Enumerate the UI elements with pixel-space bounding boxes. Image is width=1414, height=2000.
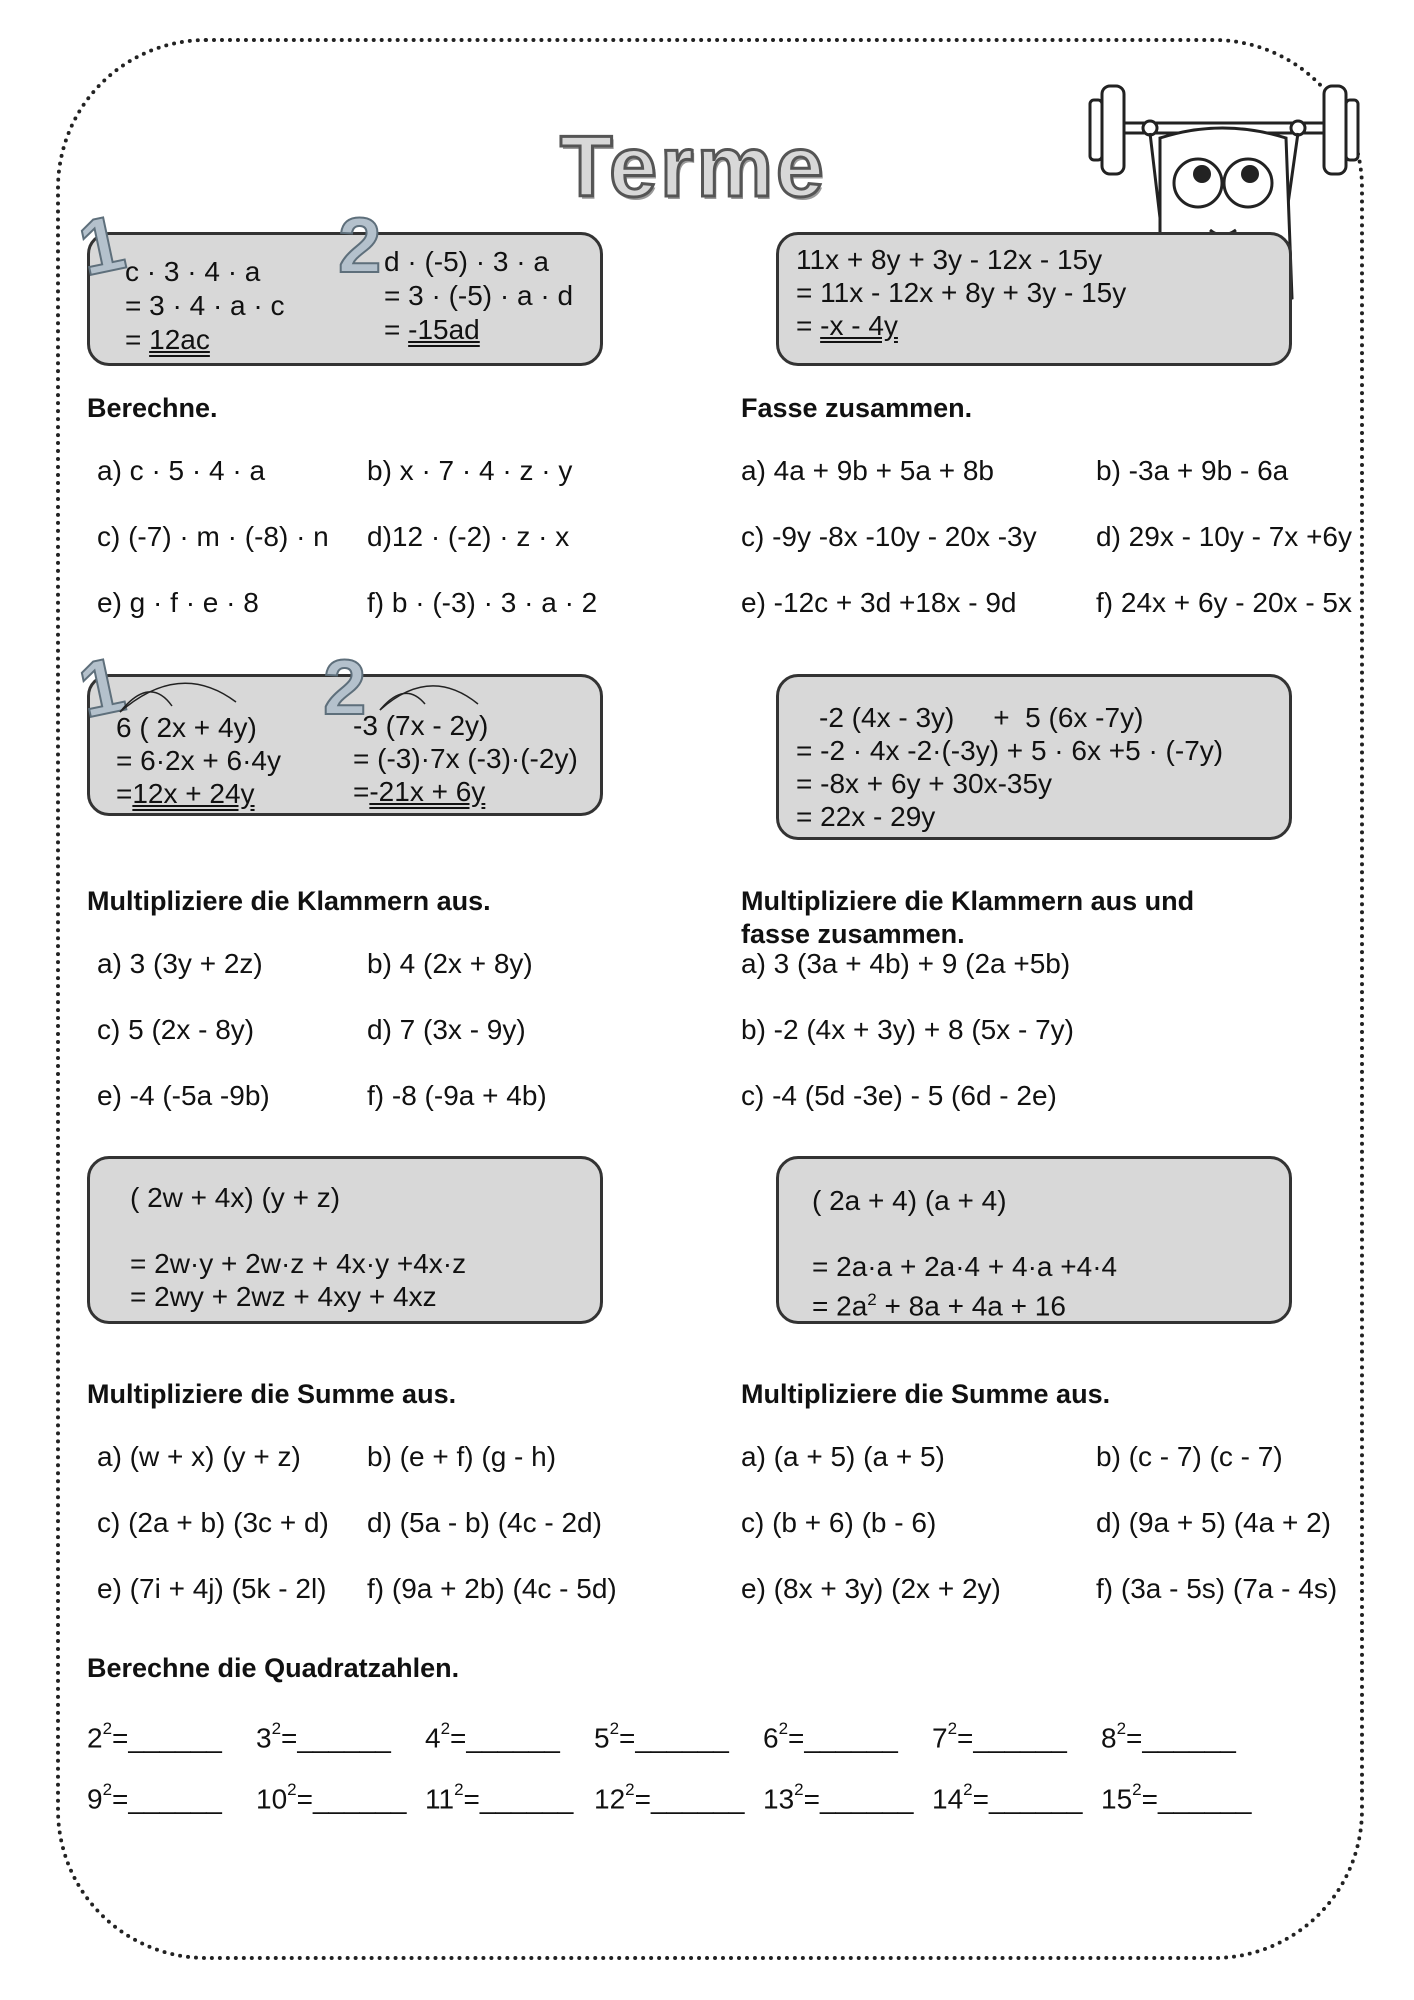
exercise-item: f) b · (-3) · 3 · a · 2 [367,587,598,618]
answer-blank[interactable]: =______ [450,1722,560,1754]
example-line: = -8x + 6y + 30x-35y [796,768,1053,799]
heading-klammern-zusammenfassen-line2: fasse zusammen. [741,919,965,949]
example-line: ( 2w + 4x) (y + z) [130,1182,341,1213]
answer-blank[interactable]: =______ [619,1722,729,1754]
square-fill-in: $9^2=\_\_\_\_\_\_$ [87,1780,222,1815]
square-fill-in: $15^2=\_\_\_\_\_\_$ [1101,1780,1252,1815]
square-fill-in: $7^2=\_\_\_\_\_\_$ [932,1719,1067,1754]
example-box-expand-combine [776,674,1292,840]
square-fill-in: $2^2=\_\_\_\_\_\_$ [87,1719,222,1754]
exercise-item: c) -9y -8x -10y - 20x -3y [741,521,1037,552]
exercise-item: b) (c - 7) (c - 7) [1096,1441,1283,1472]
exercise-item: c) (-7) · m · (-8) · n [97,521,329,552]
square-fill-in: $5^2=\_\_\_\_\_\_$ [594,1719,729,1754]
example-line: 6 ( 2x + 4y) [116,712,257,743]
square-fill-in: $14^2=\_\_\_\_\_\_$ [932,1780,1083,1815]
example-result: -x - 4y [820,310,898,341]
exercise-item: a) 3 (3a + 4b) + 9 (2a +5b) [741,948,1071,979]
exercise-item: d) (9a + 5) (4a + 2) [1096,1507,1332,1538]
heading-summe-ausmultiplizieren: Multipliziere die Summe aus. [87,1379,457,1409]
example-result: -15ad [408,314,480,345]
exercise-item: a) (w + x) (y + z) [97,1441,301,1472]
square-fill-in: $12^2=\_\_\_\_\_\_$ [594,1780,745,1815]
example-line: d · (-5) · 3 · a [384,246,549,277]
square-fill-in: $6^2=\_\_\_\_\_\_$ [763,1719,898,1754]
example-line: =-21x + 6y [353,776,486,807]
exercise-item: b) x · 7 · 4 · z · y [367,455,573,486]
example-line: = 2a·a + 2a·4 + 4·a +4·4 [812,1251,1118,1282]
square-fill-in: $13^2=\_\_\_\_\_\_$ [763,1780,914,1815]
example-number-two: 2 [323,643,367,731]
exercise-item: b) -3a + 9b - 6a [1096,455,1289,486]
square-fill-in: $8^2=\_\_\_\_\_\_$ [1101,1719,1236,1754]
exercise-item: a) (a + 5) (a + 5) [741,1441,945,1472]
page-title: Terme [560,119,827,215]
example-line: = -x - 4y [796,310,898,341]
answer-blank[interactable]: =______ [112,1783,222,1815]
answer-blank[interactable]: =______ [803,1783,914,1815]
example-result: 12ac [149,324,210,355]
answer-blank[interactable]: =______ [112,1722,222,1754]
example-line: = 3 · (-5) · a · d [384,280,574,311]
exercise-item: c) -4 (5d -3e) - 5 (6d - 2e) [741,1080,1057,1111]
example-box-sum-product [87,1156,603,1324]
example-line: = 11x - 12x + 8y + 3y - 15y [796,277,1127,308]
answer-blank[interactable]: =______ [972,1783,1083,1815]
exercise-item: c) (2a + b) (3c + d) [97,1507,329,1538]
exercise-item: c) (b + 6) (b - 6) [741,1507,937,1538]
exercise-item: e) (8x + 3y) (2x + 2y) [741,1573,1001,1604]
example-number-one: 1 [71,197,132,293]
exercise-item: b) -2 (4x + 3y) + 8 (5x - 7y) [741,1014,1074,1045]
example-line: = 22x - 29y [796,801,936,832]
answer-blank[interactable]: =______ [463,1783,574,1815]
exercise-item: e) (7i + 4j) (5k - 2l) [97,1573,327,1604]
exercise-item: d) 29x - 10y - 7x +6y [1096,521,1353,552]
exercise-item: d) 7 (3x - 9y) [367,1014,526,1045]
exercise-item: a) c · 5 · 4 · a [97,455,266,486]
exercise-item: e) g · f · e · 8 [97,587,259,618]
exercise-item: b) (e + f) (g - h) [367,1441,557,1472]
heading-berechne: Berechne. [87,393,218,423]
example-result: -21x + 6y [369,776,486,807]
exercise-item: f) (3a - 5s) (7a - 4s) [1096,1573,1338,1604]
heading-klammern-zusammenfassen: Multipliziere die Klammern aus und [741,886,1195,916]
square-fill-in: $11^2=\_\_\_\_\_\_$ [425,1780,574,1815]
example-box-square-product [776,1156,1292,1324]
heading-klammern-ausmultiplizieren: Multipliziere die Klammern aus. [87,886,491,916]
example-line: c · 3 · 4 · a [125,256,261,287]
heading-fasse-zusammen: Fasse zusammen. [741,393,973,423]
exercise-item: f) 24x + 6y - 20x - 5x [1096,587,1352,618]
square-fill-in: $10^2=\_\_\_\_\_\_$ [256,1780,407,1815]
exercise-item: f) -8 (-9a + 4b) [367,1080,547,1111]
exercise-item: f) (9a + 2b) (4c - 5d) [367,1573,617,1604]
example-line: = -2 · 4x -2·(-3y) + 5 · 6x +5 · (-7y) [796,735,1224,766]
answer-blank[interactable]: =______ [1126,1722,1236,1754]
example-line: ( 2a + 4) (a + 4) [812,1185,1007,1216]
example-line: = 3 · 4 · a · c [125,290,285,321]
answer-blank[interactable]: =______ [296,1783,407,1815]
exercise-item: a) 4a + 9b + 5a + 8b [741,455,994,486]
example-line: = 6·2x + 6·4y [116,745,281,776]
example-number-one: 1 [71,639,132,735]
example-line: = 12ac [125,324,210,355]
exercise-item: e) -12c + 3d +18x - 9d [741,587,1017,618]
example-line: = $2a^2 + 8a + 4a + 16$ [812,1290,1066,1322]
example-line: = (-3)·7x (-3)·(-2y) [353,743,578,774]
exercise-item: d)12 · (-2) · z · x [367,521,570,552]
answer-blank[interactable]: =______ [634,1783,745,1815]
answer-blank[interactable]: =______ [1141,1783,1252,1815]
example-number-two: 2 [338,201,382,289]
exercise-item: d) (5a - b) (4c - 2d) [367,1507,602,1538]
answer-blank[interactable]: =______ [281,1722,391,1754]
example-line: = 2w·y + 2w·z + 4x·y +4x·z [130,1248,467,1279]
exercise-item: a) 3 (3y + 2z) [97,948,263,979]
answer-blank[interactable]: =______ [957,1722,1067,1754]
square-fill-in: $3^2=\_\_\_\_\_\_$ [256,1719,391,1754]
exercise-item: c) 5 (2x - 8y) [97,1014,255,1045]
example-line: =12x + 24y [116,778,255,809]
heading-quadratzahlen: Berechne die Quadratzahlen. [87,1653,460,1683]
heading-summe-ausmultiplizieren: Multipliziere die Summe aus. [741,1379,1111,1409]
example-line: -2 (4x - 3y) + 5 (6x -7y) [819,702,1144,733]
exercise-item: b) 4 (2x + 8y) [367,948,533,979]
answer-blank[interactable]: =______ [788,1722,898,1754]
example-result: 12x + 24y [132,778,255,809]
example-line: 11x + 8y + 3y - 12x - 15y [796,244,1103,275]
example-line: = -15ad [384,314,480,345]
example-line: = 2wy + 2wz + 4xy + 4xz [130,1281,437,1312]
square-fill-in: $4^2=\_\_\_\_\_\_$ [425,1719,560,1754]
exercise-item: e) -4 (-5a -9b) [97,1080,270,1111]
example-line: -3 (7x - 2y) [353,710,489,741]
